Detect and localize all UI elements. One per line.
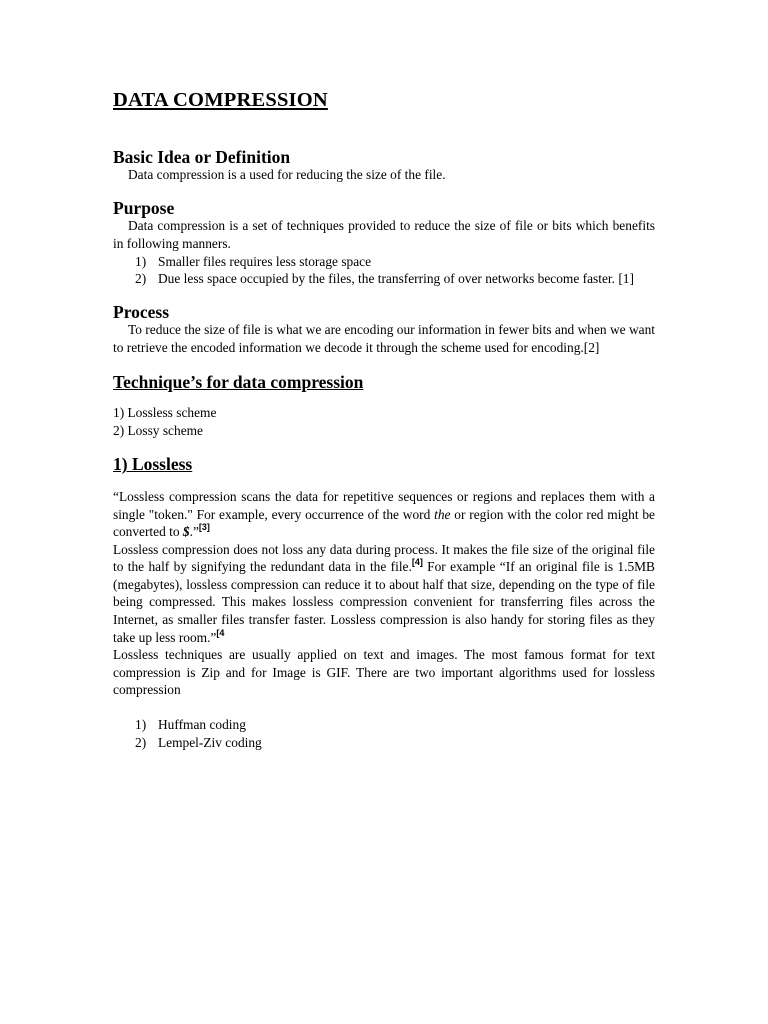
list-number: 1) xyxy=(135,253,147,269)
techniques-heading: Technique’s for data compression xyxy=(113,371,364,392)
list-number: 2) xyxy=(135,734,147,750)
list-item: 1) Lossless scheme xyxy=(113,405,217,421)
purpose-list xyxy=(113,253,655,288)
lossless-heading: 1) Lossless xyxy=(113,454,193,475)
process-text: To reduce the size of file is what we are encoding our information in fewer bits and when we want to retrieve the encoded information we decode it through the scheme used for encoding.[2] xyxy=(113,322,655,355)
document-body xyxy=(113,89,655,751)
basic-idea-text: Data compression is a used for reducing the size of the file. xyxy=(128,167,446,183)
quote-end: .” xyxy=(189,524,199,540)
list-item xyxy=(113,253,655,271)
lossless-paragraph-3: Lossless techniques are usually applied on text and images. The most famous format for text compression is Zip and for Image is GIF. There are two important algorithms used for lossless compression xyxy=(113,647,655,698)
paragraph-text: For example “If an original file is 1.5MB (megabytes), lossless compression can reduce it to about half that size, depending on the type of file being compressed. This makes lossless compression convenient for transferring files across the Internet, as smaller files transfer faster. Lossless compression is also handy for storing files as they take up less room.” xyxy=(113,559,655,645)
lossless-quote xyxy=(113,488,655,541)
list-item xyxy=(113,270,655,288)
process-heading: Process xyxy=(113,301,170,322)
algorithms-list xyxy=(113,716,655,751)
purpose-heading: Purpose xyxy=(113,197,175,218)
paragraph-text: Lossless compression does not loss any data during process. It makes the file size of the original file to the half by signifying the redundant data in the file. xyxy=(113,541,655,575)
list-item: 2) Lossy scheme xyxy=(113,422,203,438)
dollar-symbol: $ xyxy=(182,524,190,540)
techniques-list xyxy=(113,404,655,439)
list-item xyxy=(113,716,655,734)
list-number: 2) xyxy=(135,271,147,287)
list-item-text: Smaller files requires less storage space xyxy=(158,253,372,269)
citation-ref: [4] xyxy=(411,557,423,568)
purpose-text: Data compression is a set of techniques provided to reduce the size of file or bits which benefits in following manners. xyxy=(113,218,655,251)
list-item-text: Lempel-Ziv coding xyxy=(158,734,262,750)
list-item-text: Huffman coding xyxy=(158,717,246,733)
quote-text: “Lossless compression scans the data for repetitive sequences or regions and replaces them with a single "token." For example, every occurrence of the word xyxy=(113,488,655,522)
document-title: DATA COMPRESSION xyxy=(113,89,328,111)
basic-idea-heading: Basic Idea or Definition xyxy=(113,146,291,167)
quote-italic-word: the xyxy=(434,506,451,522)
lossless-paragraph-2 xyxy=(113,541,655,647)
citation-ref: [4 xyxy=(216,627,225,638)
list-item-text: Due less space occupied by the files, the transferring of over networks become faster. [1] xyxy=(158,271,634,287)
list-item xyxy=(113,734,655,752)
quote-text: or region with the color red might be converted to xyxy=(113,506,655,540)
list-number: 1) xyxy=(135,717,147,733)
citation-ref: [3] xyxy=(198,522,210,533)
